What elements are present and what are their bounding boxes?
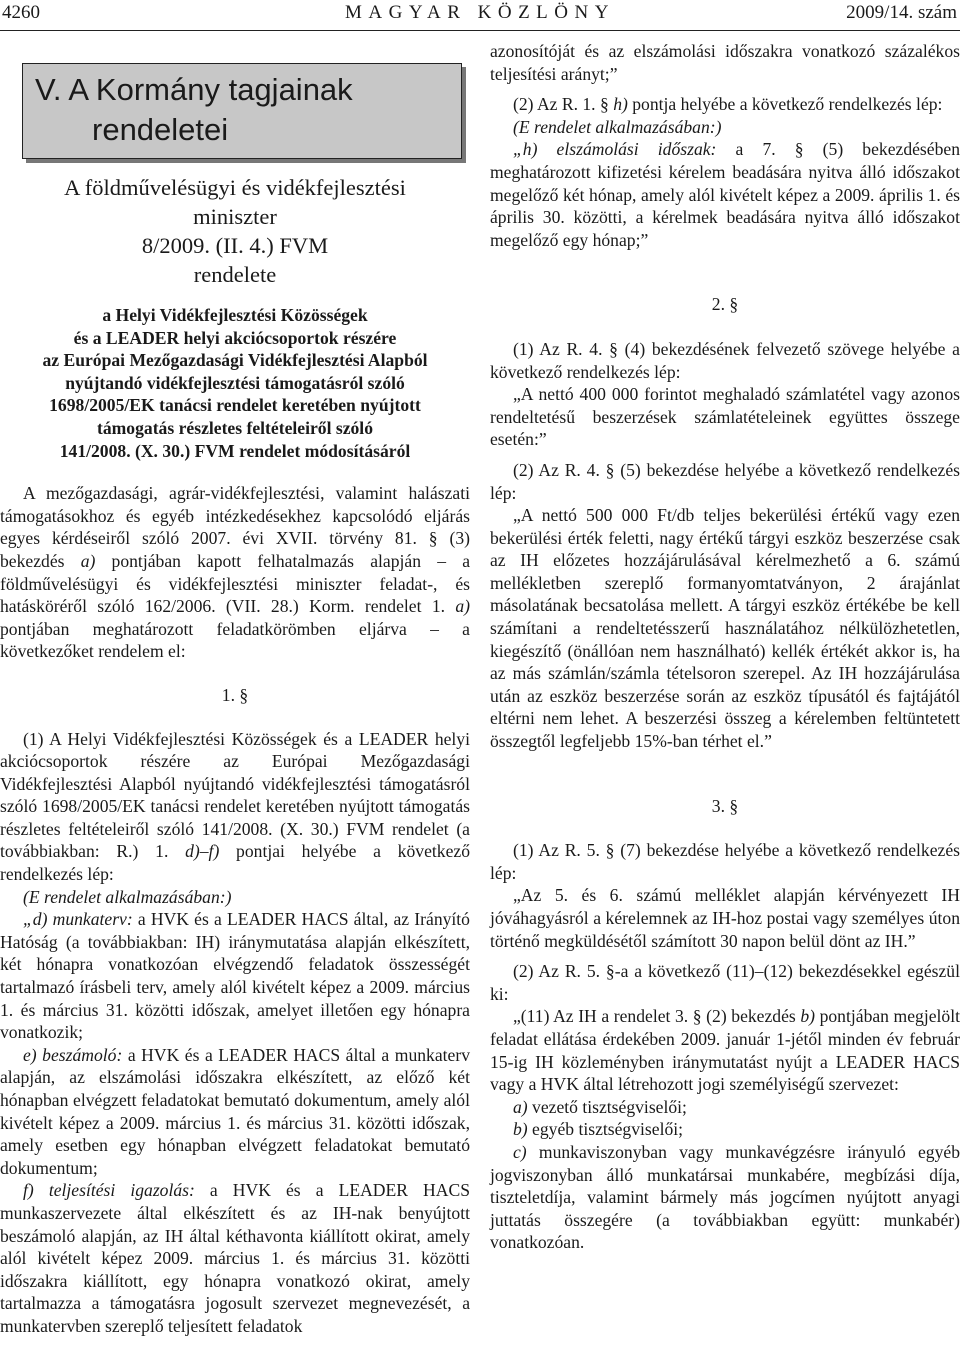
section-3-quote-1: „Az 5. és 6. számú melléklet alapján kérvényezett IH jóváhagyásról a kérelemnek az IH-hoz postai vagy személyes úton történő megküldésétől számított 30 napon belül dönt az IH.”	[490, 885, 960, 951]
section-heading-box	[22, 63, 462, 159]
subtitle-line: a Helyi Vidékfejlesztési Közösségek	[102, 305, 368, 325]
publication-title: MAGYAR KÖZLÖNY	[345, 2, 615, 23]
subtitle-line: és a LEADER helyi akciócsoportok részére	[73, 327, 397, 348]
scope-note: (E rendelet alkalmazásában:)	[23, 886, 232, 907]
ministry-line1: A földművelésügyi és vidékfejlesztési	[64, 175, 406, 200]
section-3-title: 3. §	[711, 795, 739, 816]
continued-paragraph: azonosítóját és az elszámolási időszakra vonatkozó százalékos teljesítési arányt;”	[490, 41, 960, 84]
right-column	[490, 40, 960, 1254]
definition-e: e) beszámoló: a HVK és a LEADER HACS által a munkaterv alapján, az elszámolási időszakra elkészített, az előző két hónapban elvégzett feladatokat bemutató dokumentum, amely alól kivételt képez a 2009. március 1. és március 31. közötti időszak, amely esetben egy hónapban elvégzett feladatokat bemutató dokumentum;	[0, 1044, 470, 1178]
subtitle-line: támogatás részletes feltételeiről szóló	[97, 417, 373, 438]
section-2-quote-2: „A nettó 500 000 Ft/db teljes bekerülési értékű vagy ezen bekerülési érték feletti, nagy értékű tárgyi eszköz beszerzése csak az IH előzetes hozzájárulásával kérelmezhető a 6. számú mellékletben szereplő formanyomtatványon, 2 árajánlat másolatának becsatolása mellett. A tárgyi eszköz értékébe be kell számítani a rendeltetésszerű használatához nélkülözhetetlen, kiegészítő (önállóan nem használható) kellék értékét akkor is, ha az más számlán/számla tételsoron szerepel. Az IH hozzájárulása után az eszköz beszerzése során az eszköz típusától és fajtájától eltérni nem lehet. A beszerzési összeg a kérelemben feltüntetett összegtől legfeljebb 15%-ban térhet el.”	[490, 505, 960, 752]
decree-word: rendelete	[193, 262, 277, 287]
section-heading-line2: rendeletei	[92, 112, 229, 147]
definition-h: „h) elszámolási időszak: a 7. § (5) bekezdésében meghatározott kifizetési kérelem beadására nyitva álló időszakot megelőző két hónap, amely alól kivételt képez a 2009. április 1. és április 30. közötti, a kérelmek beadására nyitva álló időszakot megelőző egy hónap;”	[490, 139, 960, 250]
section-heading-line1: V. A Kormány tagjainak	[35, 72, 353, 107]
subtitle-line: az Európai Mezőgazdasági Vidékfejlesztési Alapból	[42, 350, 428, 371]
section-2-quote-1: „A nettó 400 000 forintot meghaladó számlatétel vagy azonos rendeltetésű beszerzések számlatételeinek együttes összege esetén:”	[490, 384, 960, 450]
section-3-paragraph-1: (1) Az R. 5. § (7) bekezdése helyébe a következő rendelkezés lép:	[490, 840, 960, 883]
definition-f: f) teljesítési igazolás: a HVK és a LEADER HACS munkaszervezete által elkészített és az IH-nak benyújtott beszámoló alapján, az IH által kéthavonta kiállított okirat, amely alól kivételt képez 2009. március 1. és március 31. közötti időszakra kiállított, egy hónapra vonatkozó okirat, amely tartalmazza a támogatásra jogosult szervezet megnevezését, a munkatervben szereplő teljesített feladatok	[0, 1180, 470, 1336]
subtitle-line: 141/2008. (X. 30.) FVM rendelet módosításáról	[59, 440, 411, 461]
decree-subtitle	[0, 304, 470, 462]
issue-number: 2009/14. szám	[846, 2, 957, 23]
header-rule	[0, 30, 960, 31]
list-item-b: b) egyéb tisztségviselői;	[513, 1119, 684, 1140]
subtitle-line: 1698/2005/EK tanácsi rendelet keretében nyújtott	[49, 395, 421, 416]
definition-d: „d) munkaterv: a HVK és a LEADER HACS által, az Irányító Hatóság (a továbbiakban: IH) iránymutatása alapján elkészített, két hónapra vonatkozóan elvégzendő feladatok összességét tartalmazó írásbeli terv, amely alól kivételt képez a 2009. március 1. és március 31. közötti időszak, amelyet illetően egy hónapra vonatkozik;	[0, 909, 470, 1043]
section-3-paragraph-2: (2) Az R. 5. §-a a következő (11)–(12) bekezdésekkel egészül ki:	[490, 961, 960, 1004]
page-number: 4260	[2, 2, 40, 23]
section-1-title: 1. §	[221, 684, 249, 705]
scope-note-2: (E rendelet alkalmazásában:)	[513, 116, 722, 137]
decree-number: 8/2009. (II. 4.) FVM	[141, 233, 329, 258]
section-3-quote-2: „(11) Az IH a rendelet 3. § (2) bekezdés b) pontjában megjelölt feladat ellátása érdekében 2009. január 1-jétől minden év február 15-ig IH közleményben iránymutatást nyújt a LEADER HACS vagy a HVK által létrehozott jogi személyiségű szervezet:	[490, 1006, 960, 1095]
section-2-paragraph-1: (1) Az R. 4. § (4) bekezdésének felvezető szövege helyébe a következő rendelkezés lép:	[490, 338, 960, 382]
list-item-a: a) vezető tisztségviselői;	[513, 1096, 687, 1117]
page-header	[0, 0, 960, 28]
list-item-c: c) munkaviszonyban vagy munkavégzésre irányuló egyéb jogviszonyban álló munkatársai munkabére, megbízási díja, tiszteletdíja, valamint bármely más jogcímen nyújtott anyagi juttatás összegére (a továbbiakban együtt: munkabér) vonatkozóan.	[490, 1141, 960, 1253]
section-2-title: 2. §	[711, 294, 739, 315]
subtitle-line: nyújtandó vidékfejlesztési támogatásról szóló	[65, 372, 405, 393]
section-1-paragraph: (1) A Helyi Vidékfejlesztési Közösségek és a LEADER helyi akciócsoportok részére az Európai Mezőgazdasági Vidékfejlesztési Alapból nyújtandó vidékfejlesztési támogatásról szóló 1698/2005/EK tanácsi rendelet keretében nyújtott támogatás részletes feltételeiről szóló 141/2008. (X. 30.) FVM rendelet (a továbbiakban: R.) 1. d)–f) pontjai helyébe a következő rendelkezés lép:	[0, 728, 470, 885]
ministry-line2: miniszter	[193, 204, 277, 229]
section-1-paragraph-2: (2) Az R. 1. § h) pontja helyébe a következő rendelkezés lép:	[513, 94, 943, 115]
preamble: A mezőgazdasági, agrár-vidékfejlesztési, valamint halászati támogatásokhoz és egyéb intézkedésekhez kapcsolódó eljárás egyes kérdéseiről szóló 2007. évi XVII. törvény 81. § (3) bekezdés a) pontjában kapott felhatalmazás alapján – a földművelésügyi és vidékfejlesztési miniszter feladat-, és hatásköréről szóló 162/2006. (VII. 28.) Korm. rendelet 1. a) pontjában meghatározott feladatkörömben eljárva – a következőket rendelem el:	[0, 483, 471, 662]
left-column	[0, 40, 470, 1338]
ministry-heading	[0, 173, 470, 289]
section-2-paragraph-2: (2) Az R. 4. § (5) bekezdése helyébe a következő rendelkezés lép:	[490, 459, 960, 503]
